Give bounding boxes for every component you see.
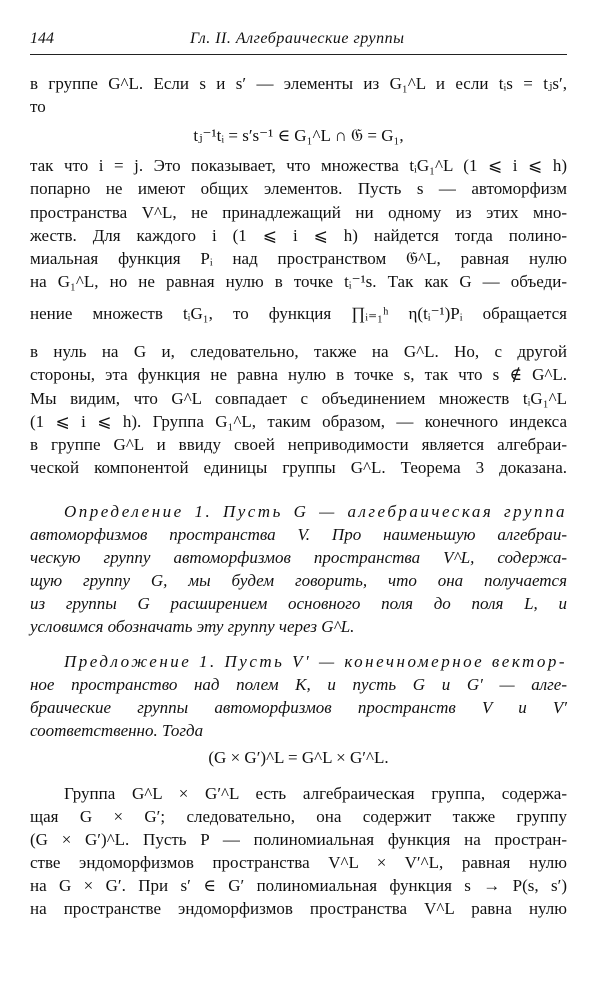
text-line: (G × G′)^L. Пусть P — полиномиальная функция на простран- [30, 830, 567, 849]
definition-line: ческую группу автоморфизмов пространства V^L, содержа- [30, 548, 567, 567]
definition-line: условимся обозначать эту группу через G^L. [30, 617, 355, 636]
text-line: (1 ⩽ i ⩽ h). Группа G₁^L, таким образом, — конечного индекса [30, 412, 567, 431]
text-line: на G₁^L, но не равная нулю в точке tᵢ⁻¹s. Так как G — объеди- [30, 272, 567, 291]
text-line: стве эндоморфизмов пространства V^L × V′^L, равная нулю [30, 853, 567, 872]
proposition-line: ное пространство над полем K, и пусть G и G′ — алге- [30, 675, 567, 694]
text-line: стороны, эта функция не равна нулю в точке s, так что s ∉ G^L. [30, 365, 567, 384]
header-rule [30, 54, 567, 55]
text-line: ческой компонентой единицы группы G^L. Теорема 3 доказана. [30, 458, 567, 477]
text-line: жеств. Для каждого i (1 ⩽ i ⩽ h) найдется тогда полино- [30, 226, 567, 245]
display-formula: tⱼ⁻¹tᵢ = s′s⁻¹ ∈ G₁^L ∩ 𝔊 = G₁, [193, 126, 404, 145]
text-line: Мы видим, что G^L совпадает с объединением множеств tᵢG₁^L [30, 389, 567, 408]
text-line: в нуль на G и, следовательно, также на G^L. Но, с другой [30, 342, 567, 361]
text-line: на пространстве эндоморфизмов пространства V^L равна нулю [30, 899, 567, 918]
text-line: в группе G^L. Если s и s′ — элементы из G₁^L и если tᵢs = tⱼs′, [30, 74, 567, 93]
page-number: 144 [30, 30, 54, 47]
definition-line: из группы G расширением основного поля до поля L, и [30, 594, 567, 613]
text-line-with-product: нение множеств tᵢG₁, то функция ∏ᵢ₌₁ʰ η(tᵢ⁻¹)Pᵢ обращается [30, 304, 567, 323]
proposition-line: браические группы автоморфизмов пространств V и V′ [30, 698, 567, 717]
proposition-heading-line: Предложение 1. Пусть V′ — конечномерное вектор- [64, 652, 567, 671]
definition-line: щую группу G, мы будем говорить, что она получается [30, 571, 567, 590]
running-header [30, 30, 567, 52]
text-line: щая G × G′; следовательно, она содержит также группу [30, 807, 567, 826]
proposition-line: соответственно. Тогда [30, 721, 204, 740]
text-line: в группе G^L и ввиду своей неприводимости является алгебраи- [30, 435, 567, 454]
text-line: то [30, 97, 46, 116]
display-formula: (G × G′)^L = G^L × G′^L. [208, 748, 389, 767]
running-title: Гл. II. Алгебраические группы [190, 30, 405, 47]
text-line: миальная функция Pᵢ над пространством 𝔊^L, равная нулю [30, 249, 567, 268]
text-line: на G × G′. При s′ ∈ G′ полиномиальная функция s → P(s, s′) [30, 876, 567, 895]
text-line: попарно не имеют общих элементов. Пусть s — автоморфизм [30, 179, 567, 198]
text-line: так что i = j. Это показывает, что множества tᵢG₁^L (1 ⩽ i ⩽ h) [30, 156, 567, 175]
definition-line: автоморфизмов пространства V. Про наименьшую алгебраи- [30, 525, 567, 544]
text-line: пространства V^L, не принадлежащий ни одному из этих мно- [30, 203, 567, 222]
definition-heading-line: Определение 1. Пусть G — алгебраическая группа [64, 502, 567, 521]
text-line: Группа G^L × G′^L есть алгебраическая группа, содержа- [64, 784, 567, 803]
